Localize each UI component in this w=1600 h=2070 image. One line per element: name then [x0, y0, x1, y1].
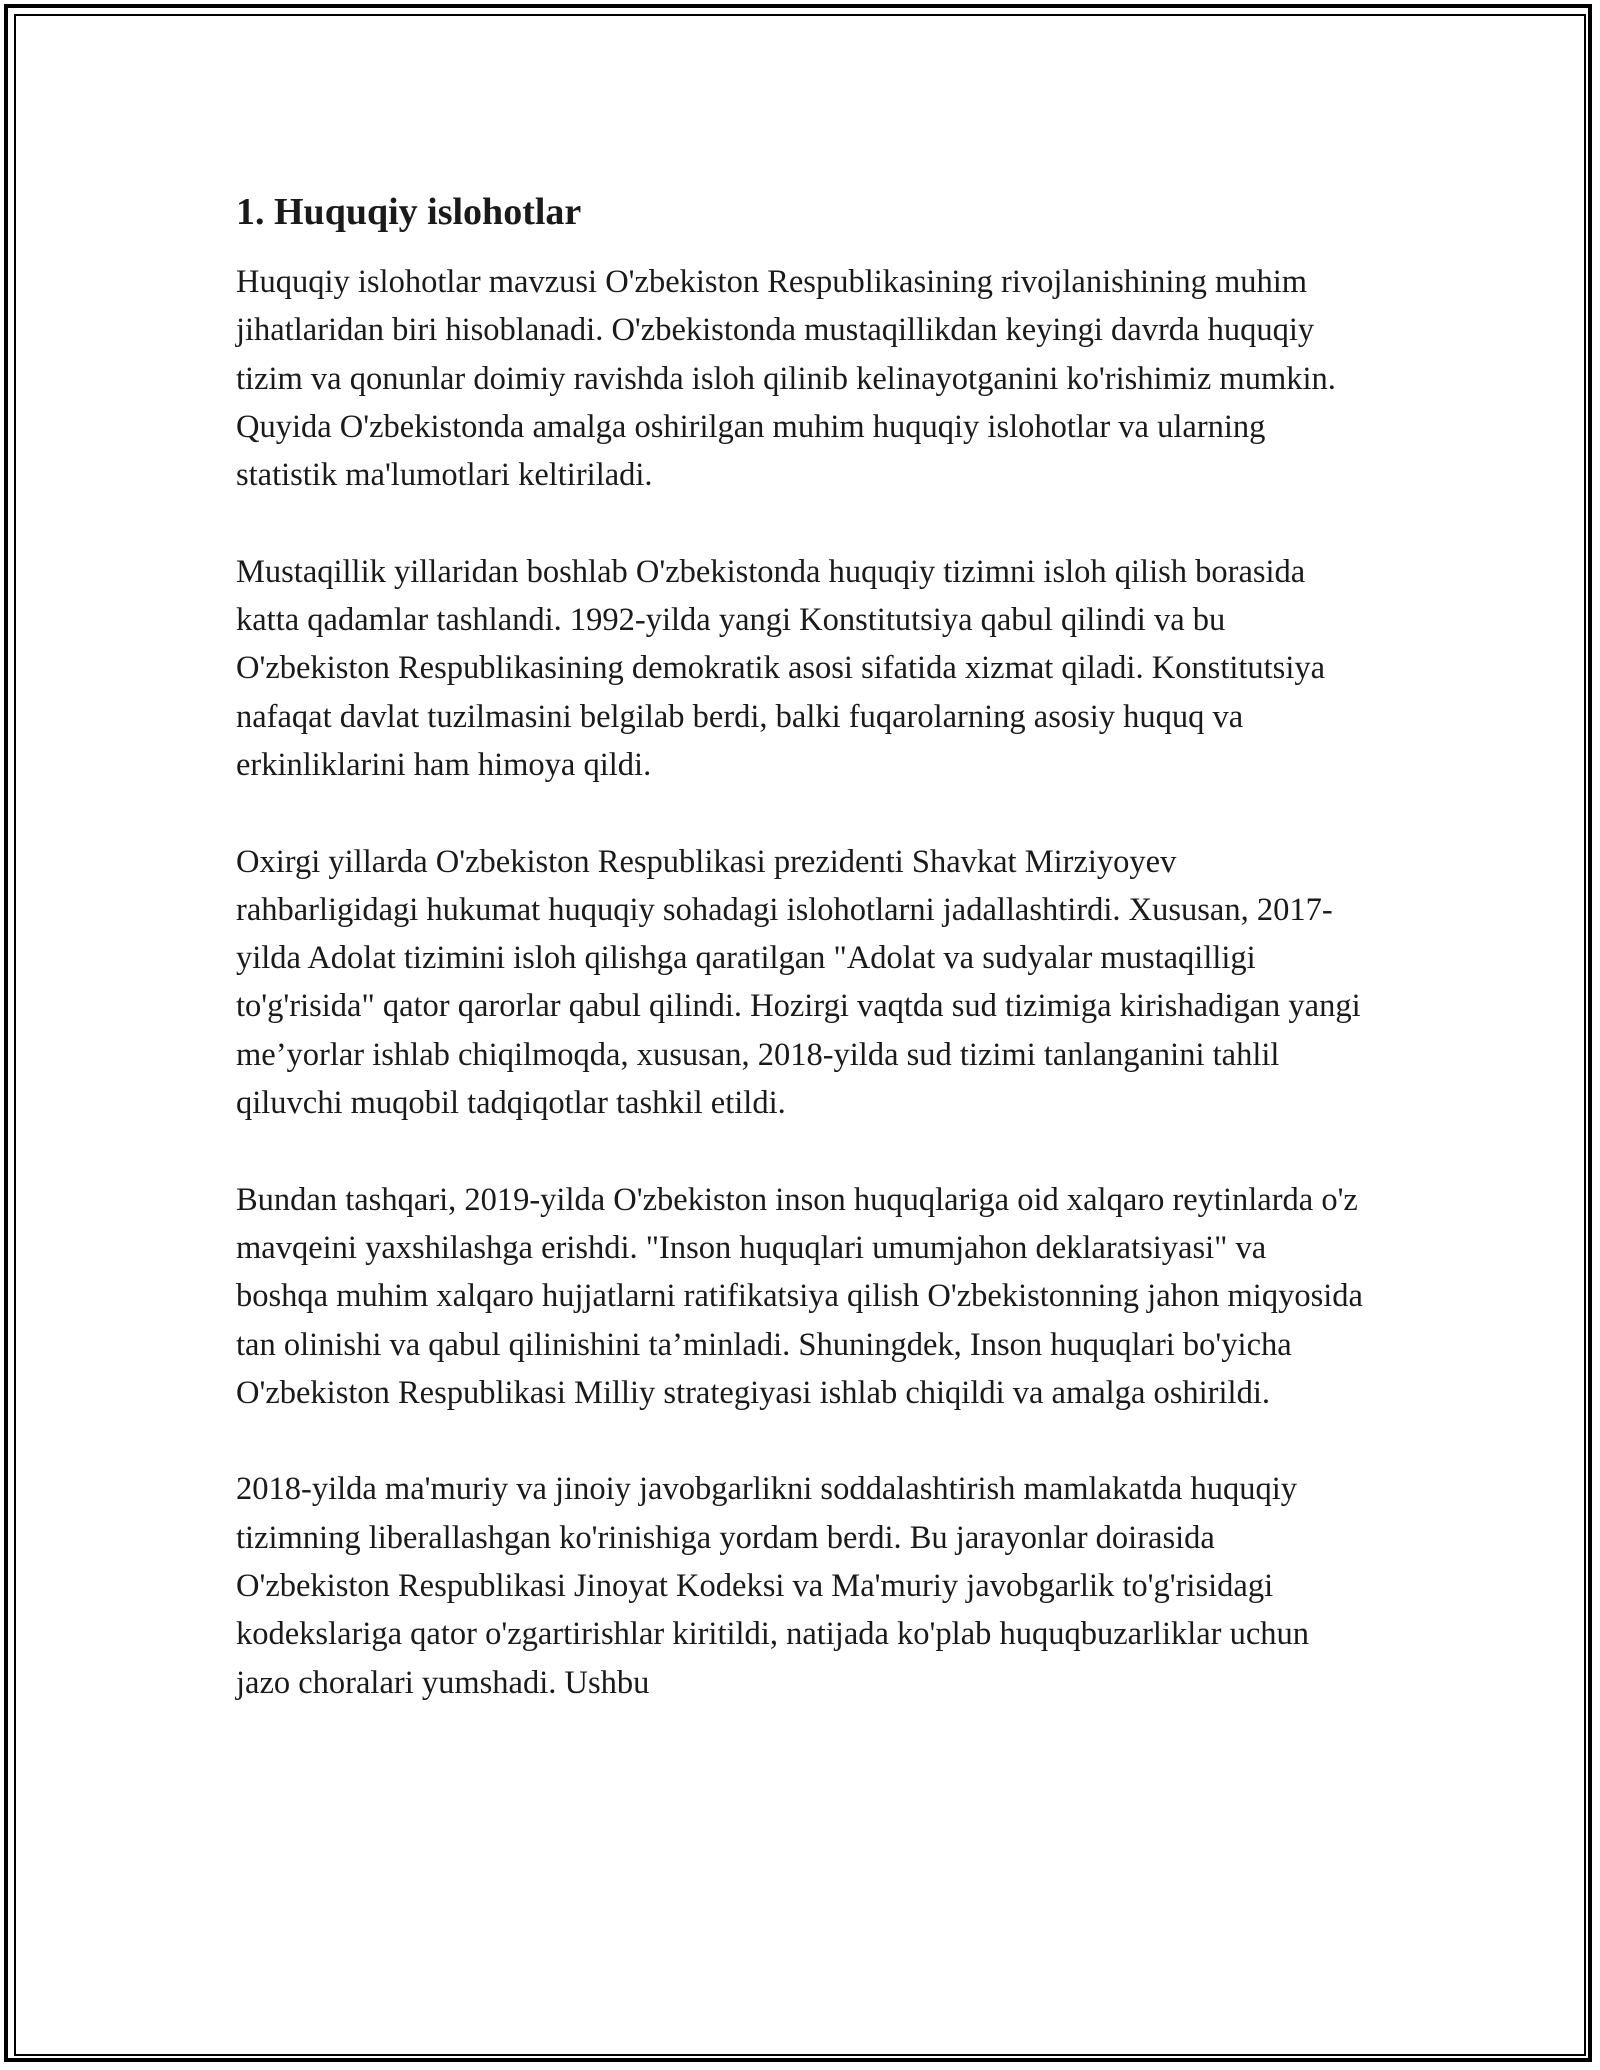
- paragraph-human-rights: Bundan tashqari, 2019-yilda O'zbekiston inson huquqlariga oid xalqaro reytinlarda o'z mavqeini yaxshilashga erishdi. "Inson huquqlari umumjahon deklaratsiyasi" va boshqa muhim xalqaro hujjatlarni ratifikatsiya qilish O'zbekistonning jahon miqyosida tan olinishi va qabul qilinishini ta’minladi. Shuningdek, Inson huquqlari bo'yicha O'zbekiston Respublikasi Milliy strategiyasi ishlab chiqildi va amalga oshirildi.: [236, 1181, 1363, 1411]
- document-body: [236, 186, 1366, 1707]
- section-heading: 1. Huquqiy islohotlar: [236, 191, 582, 233]
- paragraph-liberalization: 2018-yilda ma'muriy va jinoiy javobgarlikni soddalashtirish mamlakatda huquqiy tizimning liberallashgan ko'rinishiga yordam berdi. Bu jarayonlar doirasida O'zbekiston Respublikasi Jinoyat Kodeksi va Ma'muriy javobgarlik to'g'risidagi kodekslariga qator o'zgartirishlar kiritildi, natijada ko'plab huquqbuzarliklar uchun jazo choralari yumshadi. Ushbu: [236, 1471, 1310, 1701]
- paragraph-recent-reforms: Oxirgi yillarda O'zbekiston Respublikasi prezidenti Shavkat Mirziyoyev rahbarligidagi hukumat huquqiy sohadagi islohotlarni jadallashtirdi. Xususan, 2017-yilda Adolat tizimini isloh qilishga qaratilgan "Adolat va sudyalar mustaqilligi to'g'risida" qator qarorlar qabul qilindi. Hozirgi vaqtda sud tizimiga kirishadigan yangi me’yorlar ishlab chiqilmoqda, xususan, 2018-yilda sud tizimi tanlanganini tahlil qiluvchi muqobil tadqiqotlar tashkil etildi.: [236, 843, 1361, 1122]
- paragraph-intro: Huquqiy islohotlar mavzusi O'zbekiston Respublikasining rivojlanishining muhim jihatlaridan biri hisoblanadi. O'zbekistonda mustaqillikdan keyingi davrda huquqiy tizim va qonunlar doimiy ravishda isloh qilinib kelinayotganini ko'rishimiz mumkin. Quyida O'zbekistonda amalga oshirilgan muhim huquqiy islohotlar va ularning statistik ma'lumotlari keltiriladi.: [236, 264, 1336, 494]
- paragraph-independence: Mustaqillik yillaridan boshlab O'zbekistonda huquqiy tizimni isloh qilish borasida katta qadamlar tashlandi. 1992-yilda yangi Konstitutsiya qabul qilindi va bu O'zbekiston Respublikasining demokratik asosi sifatida xizmat qiladi. Konstitutsiya nafaqat davlat tuzilmasini belgilab berdi, balki fuqarolarning asosiy huquq va erkinliklarini ham himoya qildi.: [236, 553, 1326, 783]
